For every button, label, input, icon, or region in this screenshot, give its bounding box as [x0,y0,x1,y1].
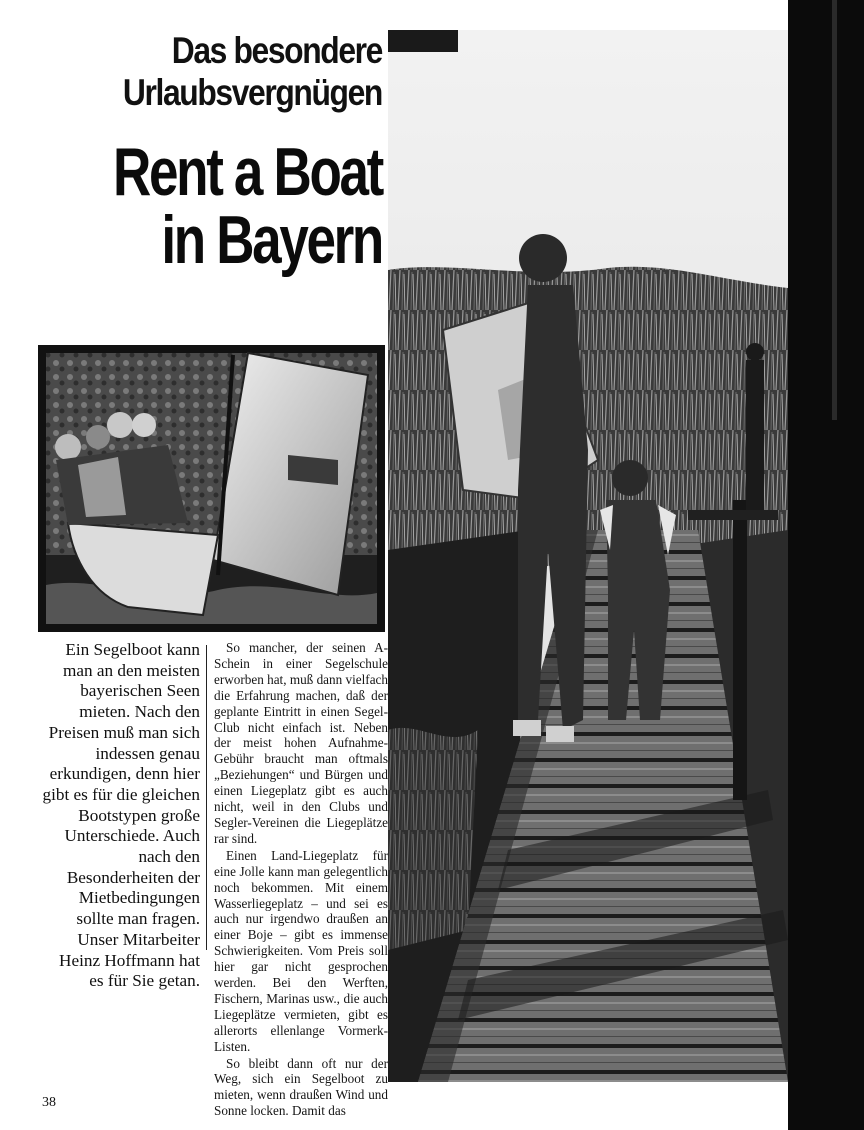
kicker-line-2: Urlaubsvergnügen [122,72,382,113]
headline-line-2: in Bayern [161,202,382,278]
jetty-photo [388,30,788,1082]
kicker-line-1: Das besondere [171,30,382,71]
sailboat-photo [38,345,385,632]
headline-line-1: Rent a Boat [113,134,383,210]
body-paragraph-2: Einen Land-Liegeplatz für eine Jolle kann man gelegentlich noch bekommen. Mit einem Wasserliegeplatz – und sei es auch nur irgendwo draußen an einer Boje – gibt es immense Schwierigkeiten. Vom Preis soll hier gar nicht gesprochen werden. Bei den Werften, Fischern, Marinas usw., die auch Liegeplätze vermieten, gibt es allerorts ellenlange Vormerk-Listen. [214,847,388,1054]
body-paragraph-1: So mancher, der seinen A-Schein in einer Segelschule erworben hat, muß dann vielfach die Erfahrung machen, daß der geplante Eintritt in einen Segel-Club nicht einfach ist. Neben der meist hohen Aufnahme-Gebühr braucht man oftmals „Beziehungen“ und Bürgen und einen Liegeplatz gibt es auch nicht, weil in den Clubs und Segler-Vereinen die Liegeplätze rar sind. [214,640,388,846]
kicker-heading [88,30,382,114]
main-headline [100,134,383,278]
binding-strip [788,0,864,1130]
column-rule [206,645,207,950]
intro-paragraph: Ein Segelboot kann man an den meisten bayerischen Seen mieten. Nach den Preisen muß man sich indessen genau erkundigen, denn hier gibt es für die gleichen Bootstypen große Unterschiede. Auch nach den Besonderheiten der Mietbedingungen sollte man fragen. Unser Mitarbeiter Heinz Hoffmann hat es für Sie getan. [42,640,200,991]
page-number: 38 [42,1095,56,1110]
body-paragraph-3: So bleibt dann oft nur der Weg, sich ein Segelboot zu mieten, wenn draußen Wind und Sonne locken. Damit das [214,1055,388,1119]
body-column [214,640,388,1119]
